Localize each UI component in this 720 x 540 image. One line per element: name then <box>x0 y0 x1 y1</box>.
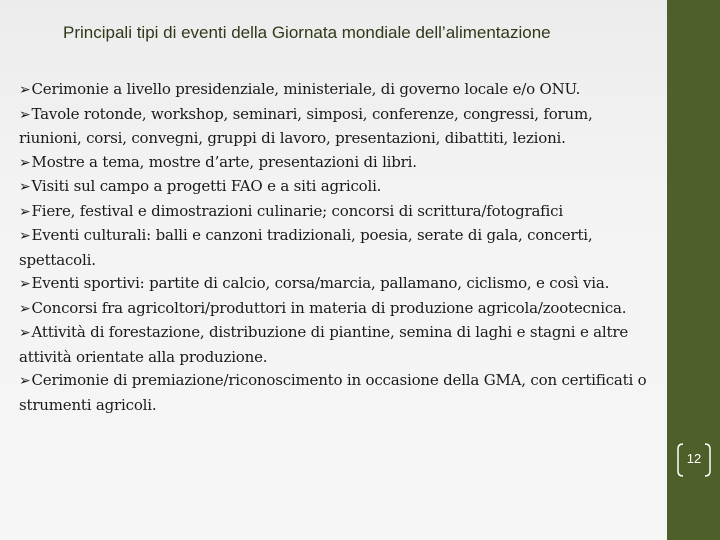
list-item-text: Cerimonie a livello presidenziale, ministeriale, di governo locale e/o ONU. <box>31 80 581 98</box>
arrowhead-bullet-icon: ➢ <box>19 154 31 171</box>
list-item-text: Mostre a tema, mostre d’arte, presentazioni di libri. <box>31 152 417 171</box>
arrowhead-bullet-icon: ➢ <box>19 325 31 341</box>
list-item <box>19 369 659 417</box>
arrowhead-bullet-icon: ➢ <box>19 106 31 123</box>
list-item <box>19 78 659 103</box>
list-item <box>19 224 659 272</box>
list-item-text: Tavole rotonde, workshop, seminari, simposi, conferenze, congressi, forum, riunioni, corsi, convegni, gruppi di lavoro, presentazioni, dibattiti, lezioni. <box>19 104 593 147</box>
list-item <box>19 175 659 200</box>
list-item-text: Fiere, festival e dimostrazioni culinarie; concorsi di scrittura/fotografici <box>31 201 563 220</box>
arrowhead-bullet-icon: ➢ <box>19 276 31 292</box>
arrowhead-bullet-icon: ➢ <box>19 179 31 195</box>
list-item <box>19 103 659 151</box>
list-item <box>19 272 659 297</box>
arrowhead-bullet-icon: ➢ <box>19 300 31 317</box>
list-item-text: Attività di forestazione, distribuzione di piantine, semina di laghi e stagni e altre attività orientate alla produzione. <box>19 323 629 366</box>
list-item <box>19 151 659 176</box>
arrowhead-bullet-icon: ➢ <box>19 82 31 98</box>
list-item <box>19 200 659 225</box>
list-item-text: Concorsi fra agricoltori/produttori in materia di produzione agricola/zootecnica. <box>31 298 627 317</box>
bullet-list <box>19 78 659 417</box>
arrowhead-bullet-icon: ➢ <box>19 203 31 220</box>
list-item-text: Eventi sportivi: partite di calcio, corsa/marcia, pallamano, ciclismo, e così via. <box>31 274 610 292</box>
page-number: 12 <box>686 451 702 466</box>
arrowhead-bullet-icon: ➢ <box>19 373 31 389</box>
arrowhead-bullet-icon: ➢ <box>19 228 31 244</box>
list-item-text: Cerimonie di premiazione/riconoscimento in occasione della GMA, con certificati o strumenti agricoli. <box>19 371 647 414</box>
page-number-badge <box>676 442 712 478</box>
list-item <box>19 321 659 369</box>
slide-title: Principali tipi di eventi della Giornata mondiale dell’alimentazione <box>63 23 551 42</box>
list-item <box>19 297 659 322</box>
list-item-text: Eventi culturali: balli e canzoni tradizionali, poesia, serate di gala, concerti, spettacoli. <box>19 226 593 269</box>
list-item-text: Visiti sul campo a progetti FAO e a siti agricoli. <box>31 177 382 195</box>
